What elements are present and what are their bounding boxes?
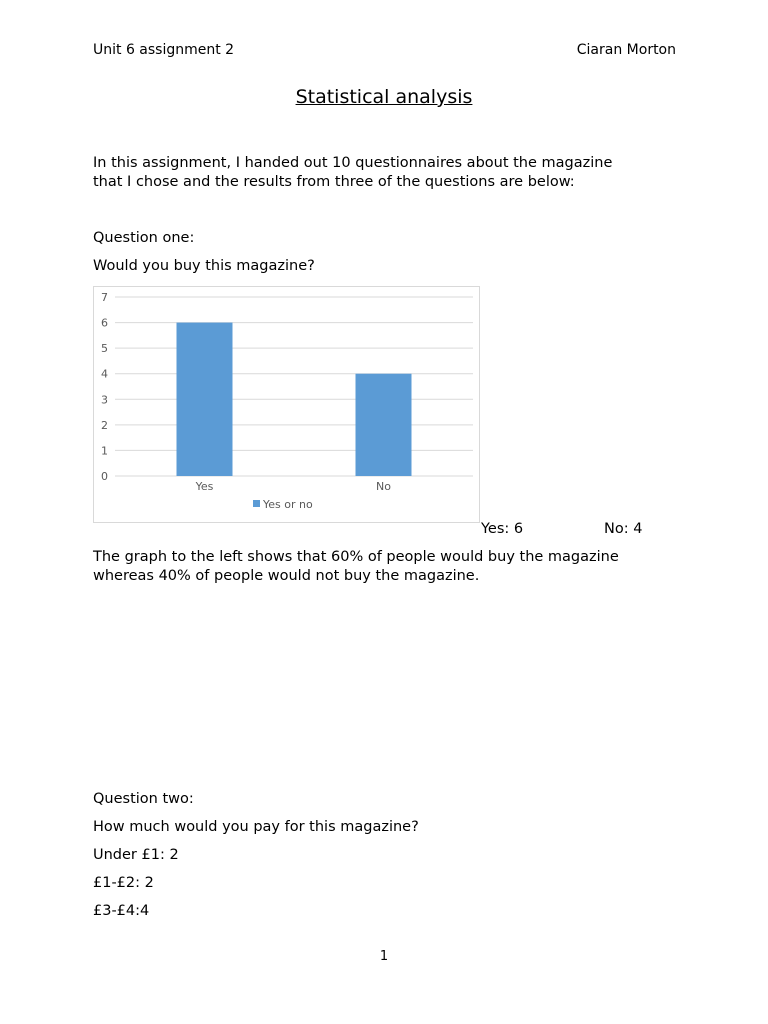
- answer-1-2: £1-£2: 2: [93, 875, 154, 891]
- question-one-text: Would you buy this magazine?: [93, 258, 315, 274]
- answer-3-4: £3-£4:4: [93, 903, 150, 919]
- question-one-heading: Question one:: [93, 230, 195, 246]
- y-tick-label: 3: [101, 393, 108, 407]
- y-tick-label: 4: [101, 367, 108, 381]
- header-right: Ciaran Morton: [576, 42, 676, 58]
- header-left: Unit 6 assignment 2: [93, 42, 235, 58]
- intro-line-1: In this assignment, I handed out 10 questionnaires about the magazine: [93, 155, 613, 171]
- bar-no: [356, 374, 412, 476]
- y-tick-label: 1: [101, 444, 108, 458]
- x-tick-label: Yes: [195, 480, 214, 493]
- legend-swatch: [253, 500, 260, 507]
- legend-label: Yes or no: [263, 498, 313, 511]
- summary-line-1: The graph to the left shows that 60% of people would buy the magazine: [93, 549, 619, 565]
- bar-chart: [93, 286, 480, 523]
- y-tick-label: 0: [101, 470, 108, 483]
- question-two-heading: Question two:: [93, 791, 194, 807]
- yes-count: Yes: 6: [481, 521, 524, 537]
- page-title: Statistical analysis: [295, 86, 473, 108]
- summary-line-2: whereas 40% of people would not buy the magazine.: [93, 568, 480, 584]
- bar-chart-svg: [94, 287, 479, 522]
- intro-line-2: that I chose and the results from three of the questions are below:: [93, 174, 575, 190]
- y-tick-label: 2: [101, 418, 108, 432]
- y-tick-label: 6: [101, 316, 108, 330]
- no-count: No: 4: [604, 521, 643, 537]
- question-two-text: How much would you pay for this magazine?: [93, 819, 419, 835]
- x-tick-label: No: [376, 480, 391, 493]
- answer-under-1: Under £1: 2: [93, 847, 179, 863]
- y-tick-label: 7: [101, 291, 108, 304]
- page-number: 1: [379, 949, 389, 964]
- y-tick-label: 5: [101, 342, 108, 356]
- bar-yes: [177, 323, 233, 476]
